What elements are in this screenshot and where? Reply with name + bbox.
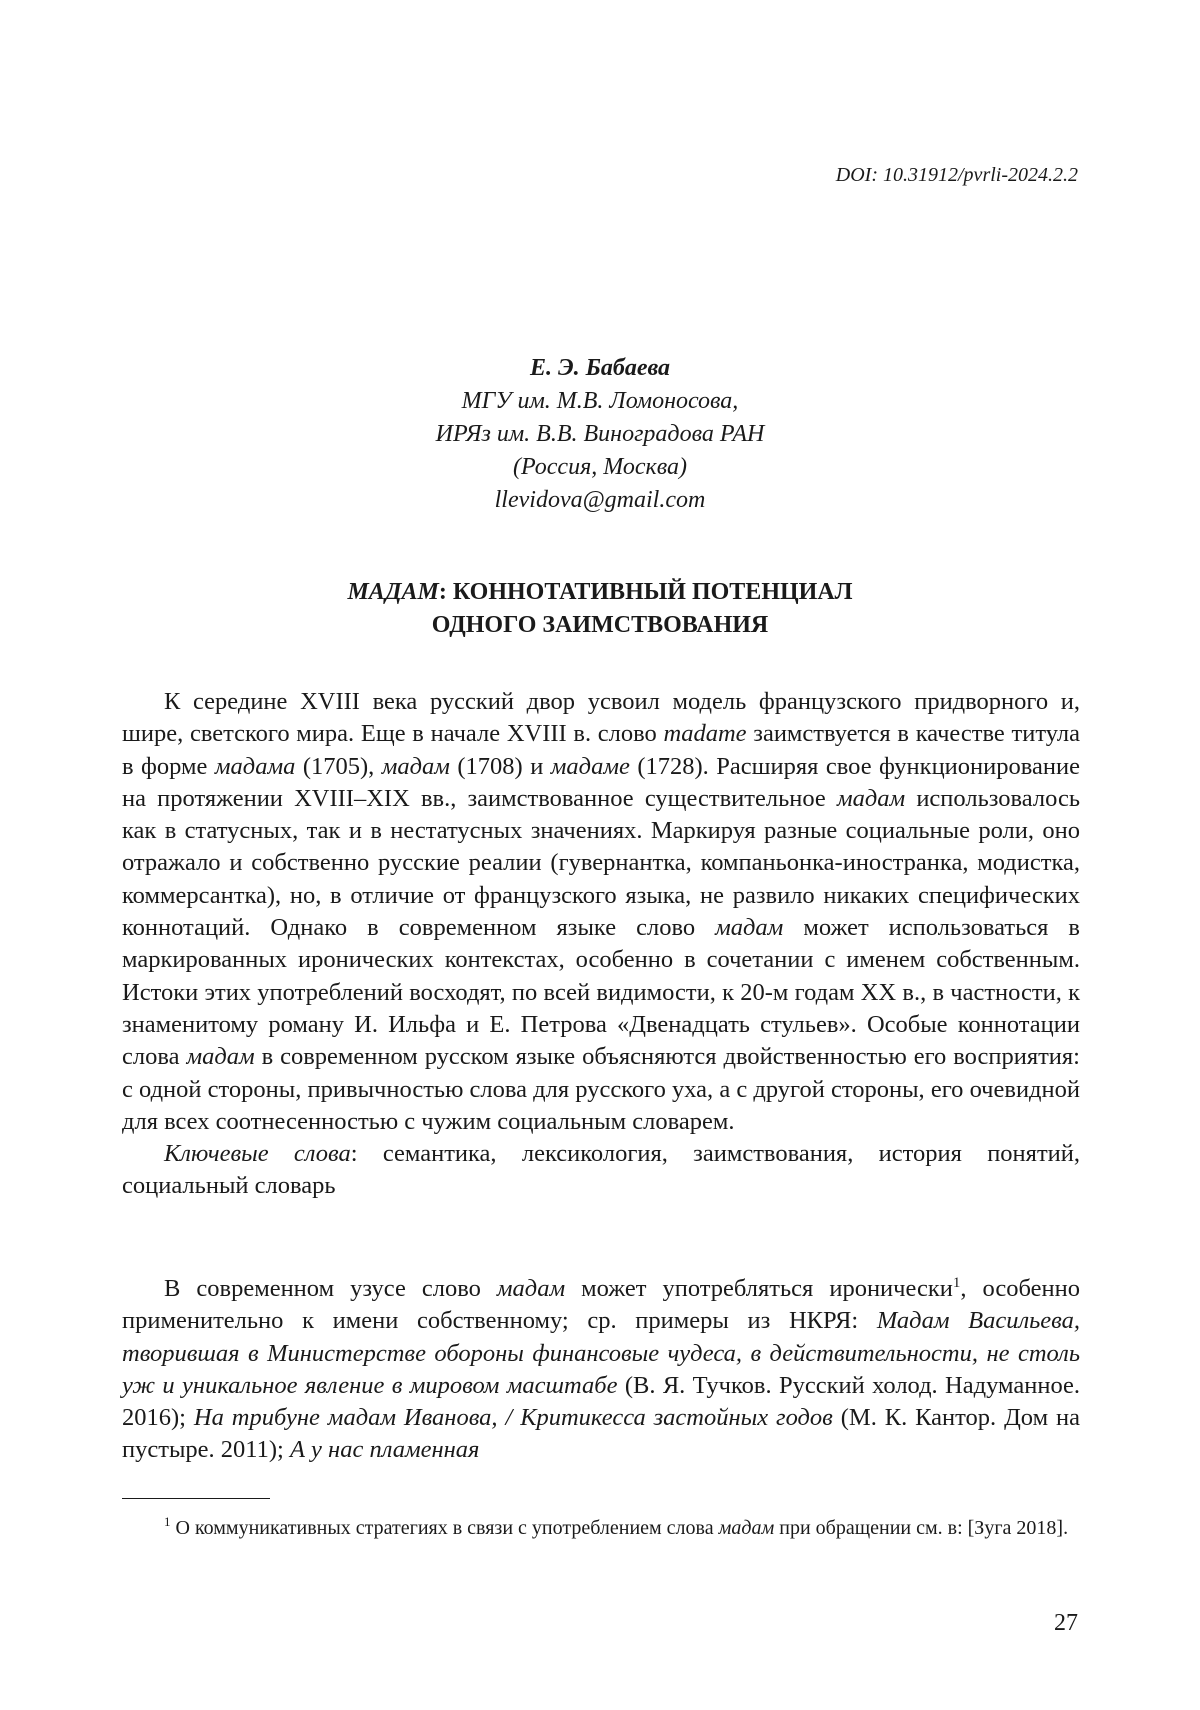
body-text: , особенно применительно к имени собственному; ср. примеры из НКРЯ: [122,1275,1080,1335]
author-name: Е. Э. Бабаева [529,355,671,381]
abstract-text: заимствуется в качестве титула в форме [122,720,1080,780]
body-text: В современном узусе слово [164,1275,497,1302]
page-number: 27 [1054,1610,1078,1636]
corpus-quote: Мадам Васильева, творившая в Министерстве обороны финансовые чудеса, в действительности, не столь уж и уникальное явление в мировом масштабе [122,1307,1080,1399]
keywords-label: Ключевые слова [164,1140,351,1168]
abstract-paragraph [122,686,1080,1138]
footnote-text: О коммуникативных стратегиях в связи с употреблением слова [170,1517,719,1539]
body-paragraph [122,1273,1080,1467]
abstract-term: madame [663,720,747,748]
footnote-number: 1 [164,1514,171,1529]
author-location: (Россия, Москва) [512,454,688,480]
abstract-text: (1705), [295,752,382,780]
footnote-text: при обращении см. в: [Зуга 2018]. [774,1517,1069,1539]
abstract-text: может использоваться в маркированных иронических контекстах, особенно в сочетании с именем собственным. Истоки этих употреблений восходят, по всей видимости, к 20-м годам XX в., в частности, к знаменитому роману И. Ильфа и Е. Петрова «Двенадцать стульев». Особые коннотации слова [122,914,1080,1071]
footnote-paragraph [122,1514,1080,1542]
body-term: мадам [496,1275,566,1302]
title-line-2: ОДНОГО ЗАИМСТВОВАНИЯ [431,612,769,638]
title-word: МАДАМ [347,579,439,605]
footnote-divider [122,1498,270,1499]
abstract-text: в современном русском языке объясняются двойственностью его восприятия: с одной стороны, привычностью слова для русского уха, а с другой стороны, его очевидной для всех соотнесенностью с чужим социальным словарем. [122,1043,1080,1135]
corpus-quote: На трибуне мадам Иванова, / Критикесса застойных годов [193,1404,833,1432]
keywords-paragraph [122,1138,1080,1203]
abstract-text: (1708) и [449,752,551,780]
quote-source: (В. Я. Тучков. Русский холод. Надуманное. 2016); [122,1371,1080,1432]
body-text: может употребляться иронически [565,1275,953,1302]
footnote [122,1514,1080,1542]
author-affiliation-iryaz: ИРЯз им. В.В. Виноградова РАН [435,421,765,447]
abstract-text: использовалось как в статусных, так и в нестатусных значениях. Маркируя разные социальные роли, оно отражало и собственно русские реалии (гувернантка, компаньонка-иностранка, модистка, коммерсантка), но, в отличие от французского языка, не развило никаких специфических коннотаций. Однако в современном языке слово [122,784,1080,942]
abstract-text: К середине XVIII века русский двор усвоил модель французского придворного и, шире, светского мира. Еще в начале XVIII в. слово [122,688,1080,748]
article-title [0,576,1200,642]
author-email: llevidova@gmail.com [494,487,706,513]
footnote-term: мадам [718,1517,775,1539]
abstract-term: мадам [715,914,784,942]
abstract-term: мадама [214,752,296,780]
abstract-term: мадам [381,752,450,780]
quote-source: (М. К. Кантор. Дом на пустыре. 2011); [122,1404,1081,1464]
author-block [0,352,1200,517]
author-affiliation-msu: МГУ им. М.В. Ломоносова, [461,388,739,414]
keywords-list: : семантика, лексикология, заимствования, история понятий, социальный словарь [122,1140,1080,1200]
abstract [122,686,1080,1203]
doi-label: DOI: 10.31912/pvrli-2024.2.2 [835,164,1078,186]
title-rest: : КОННОТАТИВНЫЙ ПОТЕНЦИАЛ [438,579,853,605]
footnote-reference[interactable]: 1 [952,1275,961,1291]
abstract-text: (1728). Расширяя свое функционирование на протяжении XVIII–XIX вв., заимствованное существительное [122,752,1080,812]
title-line-1 [0,576,1200,609]
main-text [122,1273,1080,1467]
abstract-term: мадам [836,784,906,812]
abstract-term: мадаме [550,752,630,780]
corpus-quote: А у нас пламенная [289,1436,480,1464]
abstract-term: мадам [186,1043,255,1071]
